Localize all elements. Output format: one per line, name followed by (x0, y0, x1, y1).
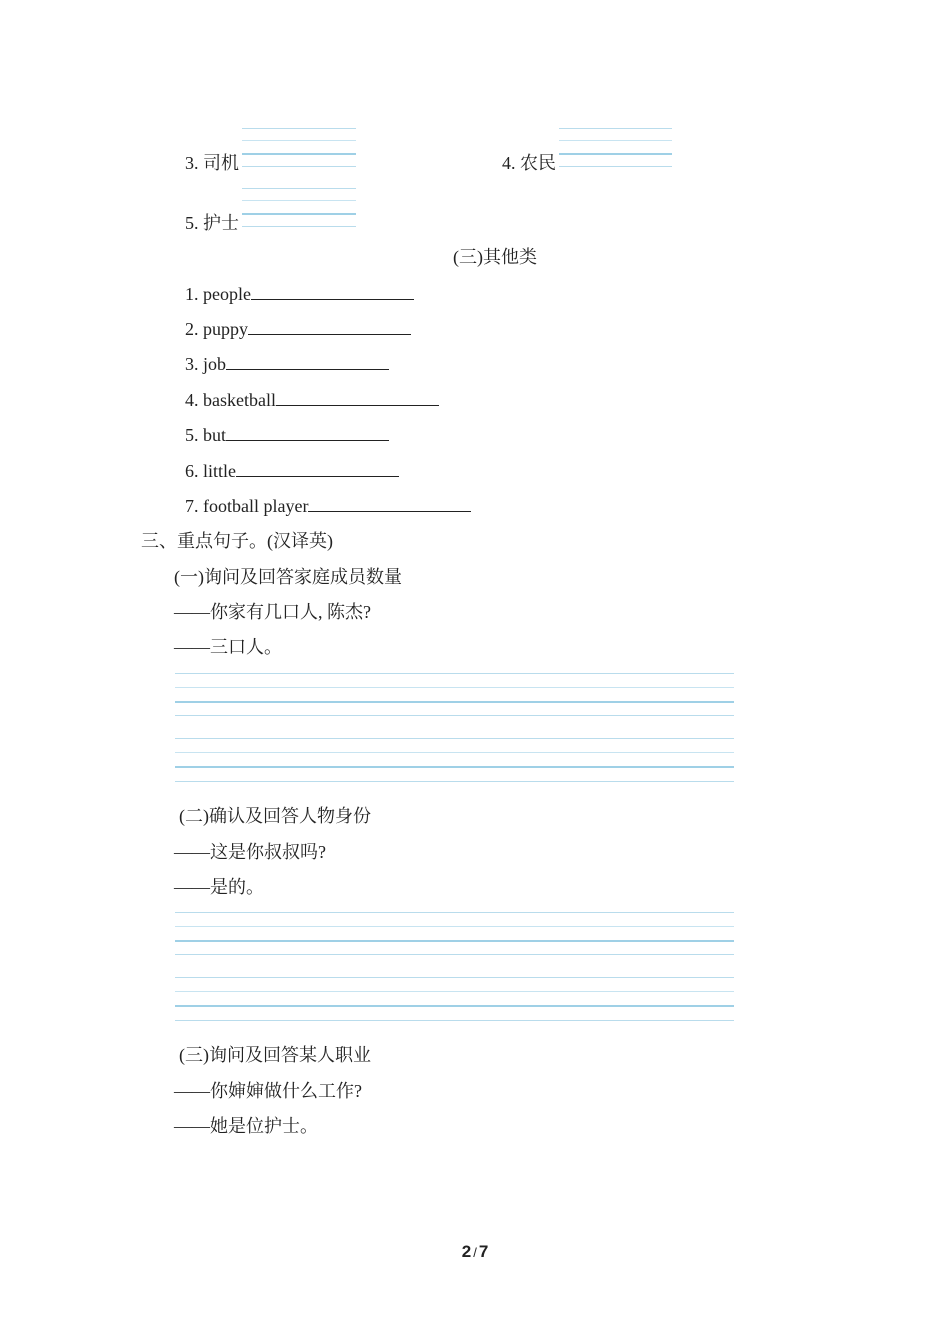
question-line: ——你婶婶做什么工作? (174, 1081, 362, 1101)
vocab-item (185, 389, 439, 411)
vocab-word: 3. job (185, 354, 227, 374)
vocab-word: 7. football player (185, 496, 309, 516)
answer-blank[interactable] (226, 424, 389, 441)
answer-blank[interactable] (236, 460, 399, 477)
job-item-label: 5. 护士 (185, 213, 239, 233)
job-item-label: 4. 农民 (502, 153, 556, 173)
four-line-writing-box[interactable] (175, 672, 734, 716)
four-line-writing-box[interactable] (175, 737, 734, 783)
group-title: (二)确认及回答人物身份 (179, 806, 371, 826)
four-line-writing-box[interactable] (559, 126, 672, 168)
answer-line: ——是的。 (174, 877, 264, 897)
answer-blank[interactable] (226, 353, 389, 370)
page-separator: / (473, 1245, 477, 1260)
job-item-farmer (502, 152, 556, 174)
four-line-writing-box[interactable] (175, 976, 734, 1022)
group-title: (一)询问及回答家庭成员数量 (174, 567, 402, 587)
vocab-word: 2. puppy (185, 319, 248, 339)
vocab-word: 1. people (185, 284, 251, 304)
answer-blank[interactable] (251, 283, 414, 300)
vocab-word: 5. but (185, 425, 227, 445)
vocab-item (185, 460, 399, 482)
vocab-word: 6. little (185, 461, 236, 481)
job-item-label: 3. 司机 (185, 153, 239, 173)
page-total: 7 (478, 1242, 489, 1261)
vocab-item (185, 424, 389, 446)
vocab-item (185, 283, 414, 305)
job-item-nurse (185, 212, 239, 234)
vocab-item (185, 495, 471, 517)
page-current: 2 (461, 1242, 472, 1261)
question-line: ——你家有几口人, 陈杰? (174, 602, 371, 622)
answer-line: ——她是位护士。 (174, 1116, 318, 1136)
group-title: (三)询问及回答某人职业 (179, 1045, 371, 1065)
vocab-item (185, 353, 389, 375)
section-heading: 三、重点句子。(汉译英) (141, 531, 333, 551)
answer-blank[interactable] (308, 495, 471, 512)
vocab-word: 4. basketball (185, 390, 276, 410)
question-line: ——这是你叔叔吗? (174, 842, 326, 862)
answer-line: ——三口人。 (174, 637, 282, 657)
four-line-writing-box[interactable] (175, 911, 734, 955)
four-line-writing-box[interactable] (242, 126, 356, 168)
answer-blank[interactable] (276, 389, 439, 406)
page-number (0, 1242, 950, 1262)
vocab-item (185, 318, 411, 340)
four-line-writing-box[interactable] (242, 186, 356, 228)
job-item-driver (185, 152, 239, 174)
others-heading: (三)其他类 (453, 247, 537, 267)
answer-blank[interactable] (248, 318, 411, 335)
